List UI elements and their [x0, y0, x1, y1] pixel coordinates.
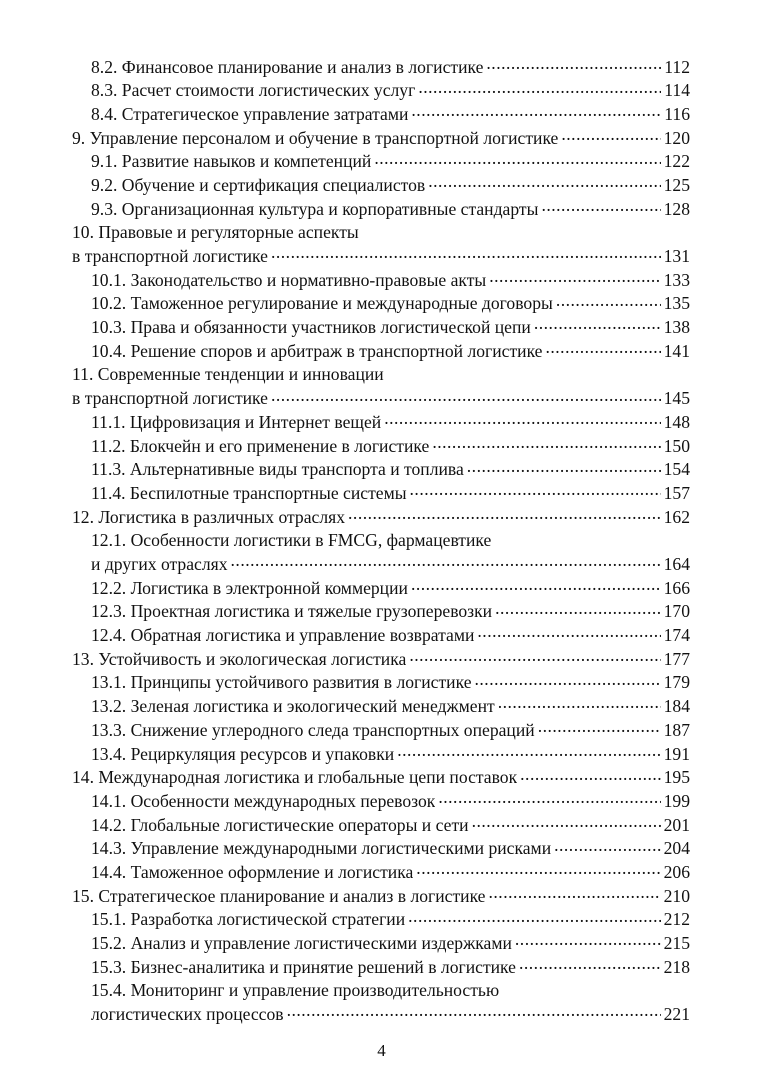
toc-page-number: 195	[663, 767, 690, 788]
dot-leader	[477, 624, 660, 642]
toc-entry	[72, 339, 690, 363]
toc-page-number: 177	[663, 648, 690, 669]
toc-entry	[72, 979, 690, 1003]
dot-leader	[416, 860, 660, 878]
toc-entry-continuation	[72, 387, 690, 411]
toc-entry	[72, 624, 690, 648]
dot-leader	[556, 292, 661, 310]
dot-leader	[486, 55, 661, 73]
toc-page-number: 133	[663, 269, 690, 290]
table-of-contents	[72, 55, 690, 1026]
dot-leader	[515, 931, 661, 949]
dot-leader	[489, 884, 661, 902]
toc-page-number: 131	[663, 246, 690, 267]
toc-entry-title: 15. Стратегическое планирование и анализ в логистике	[72, 885, 486, 906]
dot-leader	[554, 837, 661, 855]
toc-entry-continuation	[72, 245, 690, 269]
toc-entry	[72, 600, 690, 624]
toc-entry-title: 12.3. Проектная логистика и тяжелые грузоперевозки	[91, 601, 493, 622]
toc-entry-title: 9.1. Развитие навыков и компетенций	[91, 151, 372, 172]
toc-entry-title: 10.4. Решение споров и арбитраж в транспортной логистике	[91, 340, 543, 361]
toc-page-number: 201	[663, 814, 690, 835]
toc-entry	[72, 173, 690, 197]
toc-entry-title: 11. Современные тенденции и инновации	[72, 363, 384, 384]
toc-page-number: 184	[663, 696, 690, 717]
toc-entry-continuation	[72, 552, 690, 576]
toc-page-number: 122	[663, 151, 690, 172]
toc-page-number: 141	[663, 340, 690, 361]
toc-page-number: 145	[663, 388, 690, 409]
dot-leader	[534, 316, 661, 334]
toc-page-number: 138	[663, 317, 690, 338]
toc-page-number: 150	[663, 435, 690, 456]
toc-entry	[72, 766, 690, 790]
toc-entry-continuation	[72, 1003, 690, 1027]
toc-entry-title: в транспортной логистике	[72, 246, 268, 267]
dot-leader	[409, 647, 660, 665]
toc-entry-title: 12.1. Особенности логистики в FMCG, фармацевтике	[91, 529, 492, 550]
toc-entry-title: 15.1. Разработка логистической стратегии	[91, 909, 406, 930]
toc-entry	[72, 837, 690, 861]
dot-leader	[397, 742, 660, 760]
toc-entry-title: 15.4. Мониторинг и управление производительностью	[91, 979, 500, 1000]
toc-entry	[72, 529, 690, 553]
toc-entry-title: 9.3. Организационная культура и корпоративные стандарты	[91, 198, 539, 219]
toc-page-number: 114	[664, 80, 690, 101]
toc-page-number: 179	[663, 672, 690, 693]
toc-entry	[72, 458, 690, 482]
dot-leader	[467, 458, 661, 476]
dot-leader	[408, 908, 660, 926]
toc-entry	[72, 292, 690, 316]
toc-entry-title: 11.2. Блокчейн и его применение в логистике	[91, 435, 430, 456]
toc-entry	[72, 268, 690, 292]
toc-page-number: 170	[663, 601, 690, 622]
toc-entry	[72, 316, 690, 340]
toc-entry	[72, 126, 690, 150]
toc-entry	[72, 955, 690, 979]
toc-entry-title: 14.3. Управление международными логистическими рисками	[91, 838, 552, 859]
toc-entry	[72, 695, 690, 719]
toc-entry-title: 10.2. Таможенное регулирование и международные договоры	[91, 293, 553, 314]
toc-entry	[72, 860, 690, 884]
toc-entry	[72, 813, 690, 837]
toc-page-number: 120	[663, 127, 690, 148]
dot-leader	[472, 813, 661, 831]
toc-entry	[72, 79, 690, 103]
toc-entry-title: и других отраслях	[91, 554, 228, 575]
toc-entry	[72, 884, 690, 908]
toc-entry	[72, 505, 690, 529]
toc-entry	[72, 789, 690, 813]
toc-entry-title: 11.1. Цифровизация и Интернет вещей	[91, 411, 382, 432]
toc-entry	[72, 150, 690, 174]
toc-entry	[72, 481, 690, 505]
dot-leader	[287, 1003, 661, 1021]
toc-entry-title: 14. Международная логистика и глобальные цепи поставок	[72, 767, 518, 788]
toc-entry-title: 13.3. Снижение углеродного следа транспортных операций	[91, 719, 535, 740]
toc-page-number: 204	[663, 838, 690, 859]
dot-leader	[411, 576, 661, 594]
dot-leader	[418, 79, 661, 97]
toc-page-number: 162	[663, 506, 690, 527]
toc-page-number: 212	[663, 909, 690, 930]
toc-entry	[72, 410, 690, 434]
toc-entry-title: 13.1. Принципы устойчивого развития в логистике	[91, 672, 472, 693]
dot-leader	[495, 600, 661, 618]
toc-entry-title: 10.3. Права и обязанности участников логистической цепи	[91, 317, 531, 338]
toc-entry	[72, 221, 690, 245]
dot-leader	[271, 387, 661, 405]
toc-page-number: 218	[663, 956, 690, 977]
dot-leader	[545, 339, 660, 357]
dot-leader	[561, 126, 660, 144]
toc-entry-title: 15.3. Бизнес-аналитика и принятие решений в логистике	[91, 956, 516, 977]
dot-leader	[489, 268, 660, 286]
toc-entry-title: 10.1. Законодательство и нормативно-правовые акты	[91, 269, 487, 290]
toc-page-number: 112	[664, 56, 690, 77]
toc-entry-title: 13.4. Рециркуляция ресурсов и упаковки	[91, 743, 395, 764]
page-number: 4	[377, 1041, 386, 1060]
toc-page-number: 174	[663, 625, 690, 646]
dot-leader	[541, 197, 660, 215]
dot-leader	[348, 505, 661, 523]
toc-entry-title: 12.4. Обратная логистика и управление возвратами	[91, 625, 475, 646]
toc-entry-title: 11.3. Альтернативные виды транспорта и топлива	[91, 459, 464, 480]
dot-leader	[438, 789, 660, 807]
toc-entry-title: 8.2. Финансовое планирование и анализ в логистике	[91, 56, 484, 77]
toc-page-number: 221	[663, 1004, 690, 1025]
toc-entry	[72, 197, 690, 221]
toc-page-number: 128	[663, 198, 690, 219]
toc-page-number: 148	[663, 411, 690, 432]
toc-entry	[72, 931, 690, 955]
toc-page-number: 135	[663, 293, 690, 314]
toc-entry	[72, 434, 690, 458]
toc-entry	[72, 742, 690, 766]
toc-entry-title: 15.2. Анализ и управление логистическими издержками	[91, 933, 512, 954]
toc-page-number: 210	[663, 885, 690, 906]
toc-entry-title: 11.4. Беспилотные транспортные системы	[91, 482, 407, 503]
dot-leader	[231, 552, 661, 570]
toc-entry-title: 14.1. Особенности международных перевозок	[91, 790, 436, 811]
dot-leader	[475, 671, 661, 689]
toc-entry	[72, 576, 690, 600]
toc-entry	[72, 363, 690, 387]
dot-leader	[498, 695, 661, 713]
dot-leader	[271, 245, 661, 263]
toc-page-number: 187	[663, 719, 690, 740]
toc-page-number: 154	[663, 459, 690, 480]
dot-leader	[428, 173, 660, 191]
toc-entry-title: в транспортной логистике	[72, 388, 268, 409]
toc-entry	[72, 102, 690, 126]
toc-page-number: 125	[663, 175, 690, 196]
toc-entry	[72, 647, 690, 671]
dot-leader	[519, 955, 661, 973]
dot-leader	[374, 150, 660, 168]
dot-leader	[520, 766, 660, 784]
toc-entry-title: 8.4. Стратегическое управление затратами	[91, 103, 409, 124]
toc-entry-title: 14.4. Таможенное оформление и логистика	[91, 861, 414, 882]
toc-entry-title: 12.2. Логистика в электронной коммерции	[91, 577, 408, 598]
toc-page-number: 164	[663, 554, 690, 575]
toc-page-number: 215	[663, 933, 690, 954]
toc-entry-title: логистических процессов	[91, 1004, 284, 1025]
dot-leader	[432, 434, 660, 452]
toc-page-number: 116	[664, 103, 690, 124]
toc-entry-title: 13. Устойчивость и экологическая логистика	[72, 648, 407, 669]
toc-entry-title: 9.2. Обучение и сертификация специалистов	[91, 175, 426, 196]
toc-entry-title: 12. Логистика в различных отраслях	[72, 506, 346, 527]
toc-page-number: 157	[663, 482, 690, 503]
toc-page-number: 199	[663, 790, 690, 811]
toc-entry-title: 9. Управление персоналом и обучение в транспортной логистике	[72, 127, 559, 148]
toc-entry	[72, 718, 690, 742]
toc-entry	[72, 55, 690, 79]
toc-entry-title: 10. Правовые и регуляторные аспекты	[72, 221, 359, 242]
toc-entry-title: 13.2. Зеленая логистика и экологический менеджмент	[91, 696, 495, 717]
toc-page-number: 206	[663, 861, 690, 882]
dot-leader	[538, 718, 661, 736]
dot-leader	[411, 102, 661, 120]
toc-entry	[72, 908, 690, 932]
dot-leader	[410, 481, 661, 499]
dot-leader	[384, 410, 660, 428]
toc-entry-title: 8.3. Расчет стоимости логистических услуг	[91, 80, 416, 101]
toc-entry	[72, 671, 690, 695]
toc-page-number: 166	[663, 577, 690, 598]
toc-page-number: 191	[663, 743, 690, 764]
toc-entry-title: 14.2. Глобальные логистические операторы и сети	[91, 814, 469, 835]
